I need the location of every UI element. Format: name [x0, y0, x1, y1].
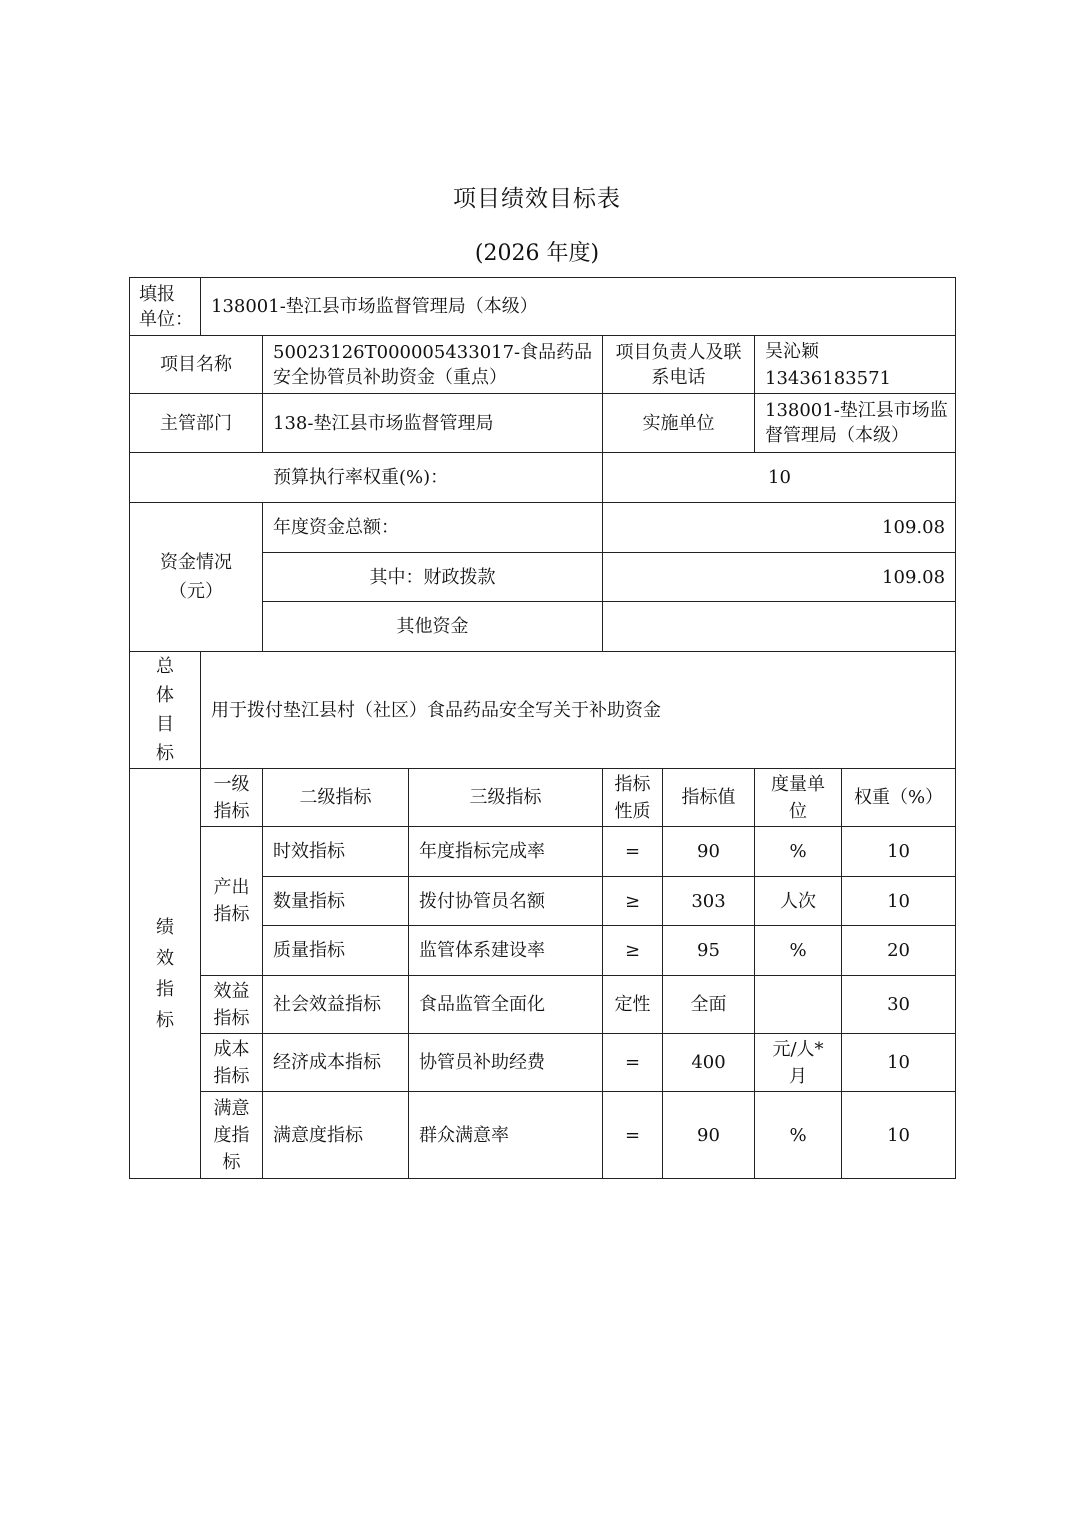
indicator-row [130, 1034, 956, 1092]
weight-cell: 10 [842, 827, 956, 877]
indicators-label: 绩 效 指 标 [130, 769, 201, 1179]
level1-benefit: 效益 指标 [201, 976, 263, 1034]
indicator-header-row [130, 769, 956, 827]
funds-fiscal-value: 109.08 [603, 553, 956, 602]
level3-cell: 拨付协管员名额 [409, 877, 603, 926]
nature-cell: = [603, 1034, 663, 1092]
project-name-row [130, 336, 956, 394]
level3-cell: 群众满意率 [409, 1092, 603, 1179]
page-subtitle: (2026 年度) [474, 241, 600, 266]
performance-target-table [129, 277, 956, 1179]
header-weight: 权重（%） [842, 769, 956, 827]
fill-unit-value: 138001-垫江县市场监督管理局（本级） [201, 278, 956, 336]
header-level1: 一级 指标 [201, 769, 263, 827]
level1-satisfaction: 满意 度指 标 [201, 1092, 263, 1179]
indicator-row [130, 827, 956, 877]
unit-cell [755, 976, 842, 1034]
overall-goal-label: 总 体 目 标 [130, 652, 201, 769]
funds-fiscal-label: 其中：财政拨款 [263, 553, 603, 602]
budget-rate-label: 预算执行率权重(%)： [130, 453, 603, 503]
budget-rate-row [130, 453, 956, 503]
weight-cell: 10 [842, 1092, 956, 1179]
value-cell: 90 [663, 1092, 755, 1179]
header-nature: 指标 性质 [603, 769, 663, 827]
header-level3: 三级指标 [409, 769, 603, 827]
funds-other-value [603, 602, 956, 652]
level3-cell: 协管员补助经费 [409, 1034, 603, 1092]
weight-cell: 10 [842, 1034, 956, 1092]
level3-cell: 年度指标完成率 [409, 827, 603, 877]
level1-cost: 成本 指标 [201, 1034, 263, 1092]
implementing-unit-label: 实施单位 [603, 394, 755, 453]
header-level2: 二级指标 [263, 769, 409, 827]
implementing-unit-value: 138001-垫江县市场监督管理局（本级） [755, 394, 956, 453]
budget-rate-value: 10 [603, 453, 956, 503]
level2-cell: 满意度指标 [263, 1092, 409, 1179]
funds-total-row [130, 503, 956, 553]
fill-unit-label: 填报 单位： [130, 278, 201, 336]
level2-cell: 经济成本指标 [263, 1034, 409, 1092]
nature-cell: 定性 [603, 976, 663, 1034]
level2-cell: 数量指标 [263, 877, 409, 926]
header-unit: 度量单 位 [755, 769, 842, 827]
department-value: 138-垫江县市场监督管理局 [263, 394, 603, 453]
unit-cell: % [755, 1092, 842, 1179]
indicator-row [130, 976, 956, 1034]
level3-cell: 食品监管全面化 [409, 976, 603, 1034]
department-label: 主管部门 [130, 394, 263, 453]
funds-total-value: 109.08 [603, 503, 956, 553]
level3-cell: 监管体系建设率 [409, 926, 603, 976]
overall-goal-value: 用于拨付垫江县村（社区）食品药品安全写关于补助资金 [201, 652, 956, 769]
department-row [130, 394, 956, 453]
header-value: 指标值 [663, 769, 755, 827]
unit-cell: 元/人* 月 [755, 1034, 842, 1092]
weight-cell: 20 [842, 926, 956, 976]
project-leader-label: 项目负责人及联系电话 [603, 336, 755, 394]
value-cell: 全面 [663, 976, 755, 1034]
project-name-label: 项目名称 [130, 336, 263, 394]
funds-other-label: 其他资金 [263, 602, 603, 652]
unit-cell: % [755, 827, 842, 877]
project-leader-value: 吴沁颖 13436183571 [755, 336, 956, 394]
fill-unit-row [130, 278, 956, 336]
nature-cell: = [603, 827, 663, 877]
value-cell: 400 [663, 1034, 755, 1092]
nature-cell: = [603, 1092, 663, 1179]
weight-cell: 30 [842, 976, 956, 1034]
value-cell: 90 [663, 827, 755, 877]
weight-cell: 10 [842, 877, 956, 926]
value-cell: 303 [663, 877, 755, 926]
unit-cell: 人次 [755, 877, 842, 926]
funds-total-label: 年度资金总额： [263, 503, 603, 553]
level2-cell: 质量指标 [263, 926, 409, 976]
value-cell: 95 [663, 926, 755, 976]
level2-cell: 社会效益指标 [263, 976, 409, 1034]
page-title: 项目绩效目标表 [453, 186, 621, 212]
nature-cell: ≥ [603, 926, 663, 976]
unit-cell: % [755, 926, 842, 976]
nature-cell: ≥ [603, 877, 663, 926]
project-name-value: 50023126T000005433017-食品药品安全协管员补助资金（重点） [263, 336, 603, 394]
level1-output: 产出 指标 [201, 827, 263, 976]
indicator-row [130, 1092, 956, 1179]
overall-goal-row [130, 652, 956, 769]
level2-cell: 时效指标 [263, 827, 409, 877]
funds-label: 资金情况 （元） [130, 503, 263, 652]
